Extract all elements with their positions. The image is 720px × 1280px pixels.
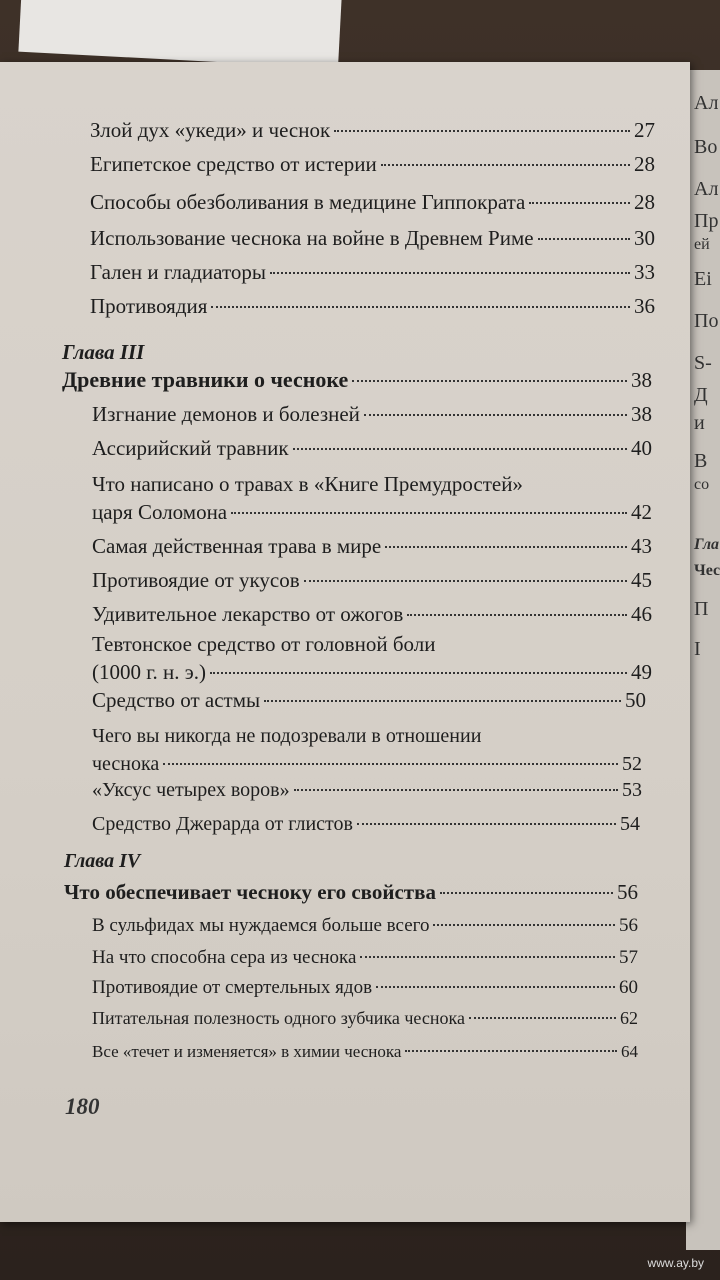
toc-entry-page: 40 — [631, 436, 652, 460]
adjacent-text: Гла — [694, 536, 720, 553]
adjacent-text: S- — [694, 352, 712, 374]
watermark: www.ay.by — [647, 1256, 704, 1270]
toc-entry-title: Способы обезболивания в медицине Гиппократа — [90, 190, 526, 214]
dot-leader — [360, 956, 615, 958]
toc-entry-title: Противоядия — [90, 294, 208, 318]
toc-entry-title: Питательная полезность одного зубчика чеснока — [92, 1008, 465, 1028]
dot-leader — [433, 924, 615, 926]
book-page — [0, 62, 690, 1222]
toc-entry-title: Что написано о травах в «Книге Премудростей» — [92, 472, 523, 496]
toc-entry-page: 45 — [631, 568, 652, 592]
toc-entry-title: Противоядие от укусов — [92, 568, 300, 592]
toc-entry-title: Самая действенная трава в мире — [92, 534, 382, 558]
adjacent-text: I — [694, 638, 701, 660]
adjacent-text: П — [694, 598, 709, 620]
dot-leader — [381, 164, 630, 166]
dot-leader — [529, 202, 630, 204]
chapter-page: 38 — [631, 368, 652, 392]
toc-entry — [92, 600, 652, 628]
toc-entry — [92, 944, 638, 972]
toc-entry-title: «Уксус четырех воров» — [92, 779, 290, 801]
toc-entry-title: Египетское средство от истерии — [90, 152, 377, 176]
dot-leader — [270, 272, 630, 274]
toc-entry — [92, 532, 652, 560]
dot-leader — [231, 512, 627, 514]
dot-leader — [407, 614, 627, 616]
dot-leader — [264, 700, 621, 702]
toc-entry-title: Чего вы никогда не подозревали в отношении — [92, 725, 482, 747]
toc-entry-title: Ассирийский травник — [92, 436, 289, 460]
chapter-page: 56 — [617, 880, 638, 904]
toc-entry — [90, 292, 655, 320]
toc-entry-title: На что способна сера из чеснока — [92, 947, 357, 968]
toc-entry-title: Гален и гладиаторы — [90, 260, 266, 284]
toc-entry-page: 56 — [619, 915, 638, 936]
chapter-title: Древние травники о чесноке — [62, 367, 349, 392]
toc-entry-page: 57 — [619, 947, 638, 968]
toc-entry-page: 62 — [620, 1008, 638, 1028]
adjacent-text: Пр — [694, 210, 719, 232]
toc-entry — [92, 566, 652, 594]
toc-entry-page: 64 — [621, 1042, 638, 1061]
toc-entry — [92, 912, 638, 940]
toc-entry — [92, 810, 640, 838]
toc-entry-page: 28 — [634, 152, 655, 176]
toc-entry-page: 49 — [631, 660, 652, 684]
toc-entry — [92, 630, 652, 686]
dot-leader — [211, 306, 630, 308]
toc-entry-page: 50 — [625, 688, 646, 712]
toc-entry — [92, 722, 642, 778]
dot-leader — [293, 448, 627, 450]
dot-leader — [210, 672, 627, 674]
toc-entry-title-cont: чеснока — [92, 753, 160, 775]
chapter-heading — [64, 878, 638, 906]
dot-leader — [538, 238, 630, 240]
toc-entry-title: Злой дух «укеди» и чеснок — [90, 118, 331, 142]
adjacent-text: Д — [694, 384, 708, 406]
dot-leader — [385, 546, 627, 548]
page-number: 180 — [65, 1094, 100, 1119]
adjacent-text: Еі — [694, 268, 712, 290]
adjacent-text: В — [694, 450, 708, 472]
toc-entry-title: Средство от астмы — [92, 688, 261, 712]
toc-entry — [90, 150, 655, 178]
toc-entry-title: Тевтонское средство от головной боли — [92, 632, 436, 656]
dot-leader — [405, 1050, 617, 1052]
dot-leader — [352, 380, 627, 382]
adjacent-page — [686, 70, 720, 1250]
adjacent-text: со — [694, 476, 710, 493]
dot-leader — [376, 986, 615, 988]
dot-leader — [364, 414, 627, 416]
toc-entry-title: Противоядие от смертельных ядов — [92, 977, 373, 998]
toc-entry — [92, 1038, 638, 1066]
toc-entry-page: 30 — [634, 226, 655, 250]
toc-entry-title-cont: царя Соломона — [92, 500, 228, 524]
dot-leader — [294, 789, 618, 791]
toc-entry — [92, 434, 652, 462]
toc-entry-page: 28 — [634, 190, 655, 214]
toc-entry-page: 53 — [622, 779, 642, 801]
toc-entry-title: Средство Джерарда от глистов — [92, 813, 353, 835]
toc-entry-page: 27 — [634, 118, 655, 142]
dot-leader — [469, 1017, 616, 1019]
table-of-contents — [0, 62, 690, 1222]
chapter-heading — [62, 366, 652, 394]
toc-entry-page: 36 — [634, 294, 655, 318]
toc-entry-title: Использование чеснока на войне в Древнем Риме — [90, 226, 534, 250]
chapter-label: Глава IV — [64, 850, 141, 872]
adjacent-text: ей — [694, 236, 710, 253]
adjacent-text: и — [694, 412, 705, 434]
toc-entry-page: 42 — [631, 500, 652, 524]
toc-entry — [92, 1004, 638, 1032]
toc-entry-title: В сульфидах мы нуждаемся больше всего — [92, 915, 430, 936]
toc-entry-page: 38 — [631, 402, 652, 426]
adjacent-text: Ал — [694, 92, 719, 114]
toc-entry-page: 60 — [619, 977, 638, 998]
dot-leader — [357, 823, 616, 825]
toc-entry-page: 54 — [620, 813, 640, 835]
dot-leader — [440, 892, 613, 894]
toc-entry — [90, 258, 655, 286]
toc-entry-page: 52 — [622, 753, 642, 775]
toc-entry-title: Удивительное лекарство от ожогов — [92, 602, 404, 626]
dot-leader — [304, 580, 627, 582]
toc-entry — [92, 974, 638, 1002]
toc-entry — [92, 686, 646, 714]
adjacent-text: Во — [694, 136, 718, 158]
chapter-label: Глава III — [62, 340, 145, 364]
toc-entry — [90, 116, 655, 144]
adjacent-text: По — [694, 310, 719, 332]
toc-entry-page: 46 — [631, 602, 652, 626]
adjacent-text: Чес — [694, 562, 720, 579]
toc-entry-title: Изгнание демонов и болезней — [92, 402, 360, 426]
toc-entry — [92, 776, 642, 804]
toc-entry — [90, 188, 655, 216]
toc-entry-page: 43 — [631, 534, 652, 558]
toc-entry-title: Все «течет и изменяется» в химии чеснока — [92, 1042, 402, 1061]
toc-entry — [92, 470, 652, 526]
adjacent-text: Ал — [694, 178, 719, 200]
toc-entry-title-cont: (1000 г. н. э.) — [92, 660, 206, 684]
chapter-title: Что обеспечивает чесноку его свойства — [64, 880, 436, 904]
dot-leader — [334, 130, 630, 132]
toc-entry — [90, 224, 655, 252]
toc-entry — [92, 400, 652, 428]
dot-leader — [163, 763, 618, 765]
toc-entry-page: 33 — [634, 260, 655, 284]
